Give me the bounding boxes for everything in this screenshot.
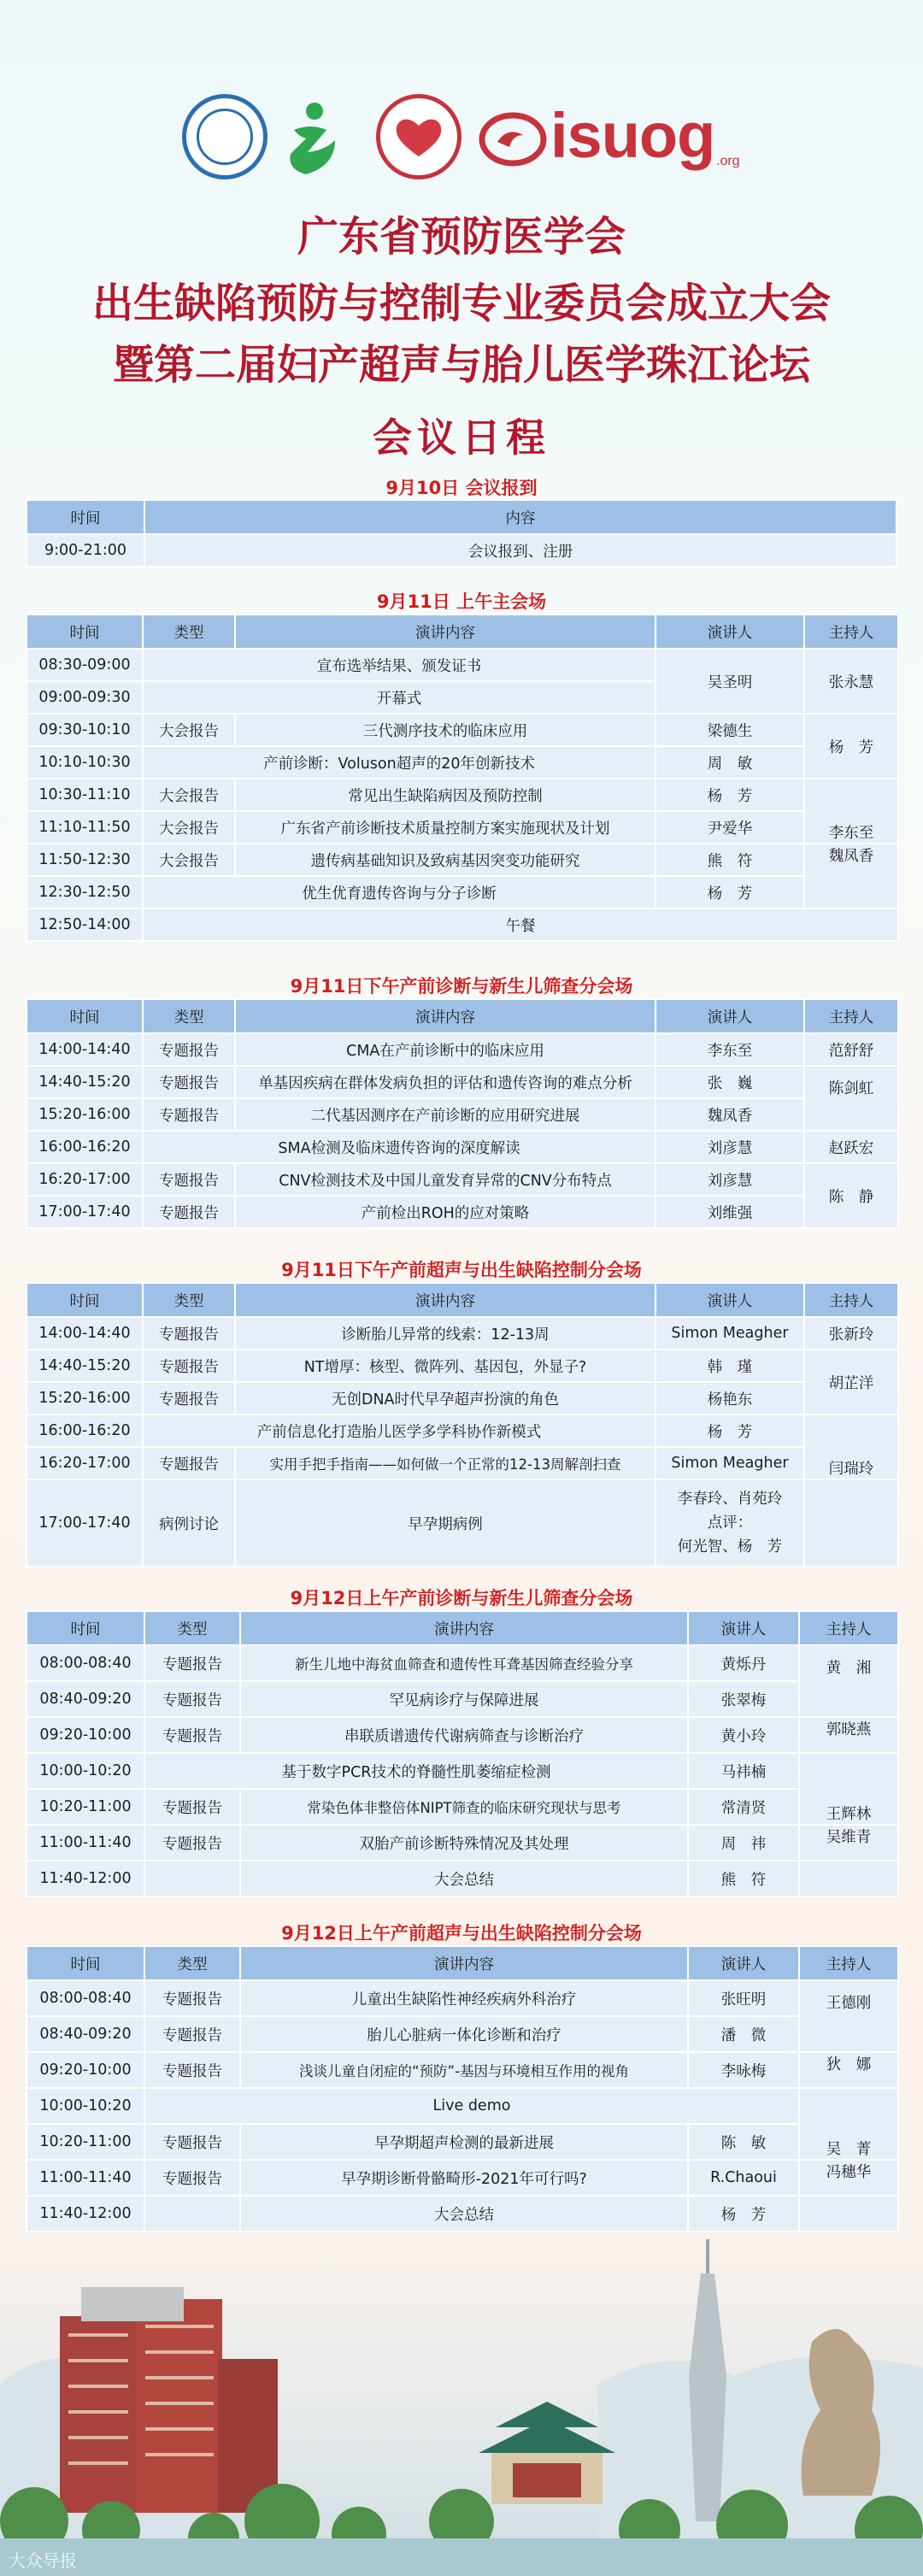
type-cell: 专题报告: [143, 1196, 235, 1228]
page-title: 会议日程: [373, 415, 550, 461]
table-header: 演讲人: [656, 615, 804, 649]
type-cell: [144, 1861, 240, 1897]
table-header: 演讲人: [656, 999, 804, 1033]
table-row: [26, 1825, 898, 1861]
type-cell: 专题报告: [143, 1066, 235, 1098]
speaker-names: 李春玲、肖苑玲: [677, 1491, 783, 1508]
host-cell: 陈剑虹: [804, 1066, 898, 1131]
schedule-table-main: [26, 614, 899, 942]
table-row: [26, 1098, 898, 1131]
speaker-cell: 黄小玲: [688, 1717, 799, 1753]
content-cell: 常染色体非整倍体NIPT筛查的临床研究现状与思考: [240, 1789, 688, 1825]
time-cell: 17:00-17:40: [26, 1479, 143, 1567]
content-cell: 单基因疾病在群体发病负担的评估和遗传咨询的难点分析: [235, 1066, 656, 1098]
content-cell: 大会总结: [240, 1861, 688, 1897]
table-header: 内容: [144, 500, 897, 534]
table-header: 主持人: [804, 1283, 898, 1317]
isuog-logo: [479, 100, 752, 179]
title-line-1: 广东省预防医学会: [297, 213, 626, 261]
speaker-cell: 刘维强: [656, 1196, 804, 1228]
time-cell: 10:00-10:20: [26, 1753, 144, 1789]
table-row: [26, 714, 898, 746]
time-cell: 12:50-14:00: [26, 909, 143, 941]
content-cell: 串联质谱遗传代谢病筛查与诊断治疗: [240, 1717, 688, 1753]
speaker-cell: 杨 芳: [688, 2196, 799, 2232]
table-row: [26, 876, 898, 909]
type-cell: 大会报告: [143, 779, 235, 811]
reviewer-names: 何光智、杨 芳: [677, 1538, 783, 1556]
table-row: [26, 1681, 898, 1717]
table-header: 类型: [143, 999, 235, 1033]
table-header: 演讲内容: [235, 615, 656, 649]
speaker-cell: 熊 符: [656, 844, 804, 876]
speaker-cell: 张旺明: [688, 1980, 799, 2016]
time-cell: 08:00-08:40: [26, 1645, 144, 1681]
host-cell: 杨 芳: [804, 714, 898, 779]
table-row: [26, 746, 898, 779]
host-cell: 胡芷洋: [804, 1350, 898, 1414]
speaker-cell: 熊 符: [688, 1861, 799, 1897]
time-cell: 11:10-11:50: [26, 811, 143, 844]
schedule-table-prenatal-am: [26, 1610, 899, 1897]
type-cell: 专题报告: [143, 1033, 235, 1066]
time-cell: 16:20-17:00: [26, 1447, 143, 1479]
time-cell: 08:30-09:00: [26, 649, 143, 681]
type-cell: 专题报告: [144, 1717, 240, 1753]
speaker-cell: 梁德生: [656, 714, 804, 746]
table-header: 时间: [26, 999, 143, 1033]
time-cell: 09:00-09:30: [26, 681, 143, 714]
table-header: 主持人: [804, 615, 898, 649]
table-header: 时间: [26, 1946, 144, 1980]
type-cell: 专题报告: [144, 1789, 240, 1825]
type-cell: [144, 2196, 240, 2232]
host-cell: 黄 湘: [799, 1645, 898, 1717]
schedule-table-prenatal-pm: [26, 998, 899, 1229]
table-row: [26, 1479, 898, 1567]
isuog-suffix: .org: [716, 154, 740, 168]
content-cell: 儿童出生缺陷性神经疾病外科治疗: [240, 1980, 688, 2016]
content-cell: Live demo: [144, 2088, 799, 2124]
table-header: 时间: [26, 615, 143, 649]
speaker-cell: 韩 瑾: [656, 1350, 804, 1382]
host-cell: [799, 1861, 898, 1897]
green-person-logo: [282, 101, 350, 179]
type-cell: 专题报告: [144, 2124, 240, 2160]
table-header: 主持人: [804, 999, 898, 1033]
table-header: 类型: [143, 1283, 235, 1317]
type-cell: 专题报告: [144, 2052, 240, 2088]
speaker-cell: 李咏梅: [688, 2052, 799, 2088]
table-header: 演讲内容: [235, 999, 656, 1033]
content-cell: 宣布选举结果、颁发证书: [143, 649, 656, 681]
content-cell: 早孕期诊断骨骼畸形-2021年可行吗?: [240, 2160, 688, 2196]
host-cell: 吴 菁: [799, 2088, 898, 2160]
type-cell: 专题报告: [143, 1317, 235, 1350]
content-cell: 双胎产前诊断特殊情况及其处理: [240, 1825, 688, 1861]
table-header: 时间: [26, 500, 144, 534]
speaker-cell: 杨 芳: [656, 779, 804, 811]
speaker-cell: Simon Meagher: [656, 1317, 804, 1350]
content-cell: 无创DNA时代早孕超声扮演的角色: [235, 1382, 656, 1414]
host-cell: 范舒舒: [804, 1033, 898, 1066]
host-cell: 闫瑞玲: [804, 1414, 898, 1479]
time-cell: 16:20-17:00: [26, 1163, 143, 1196]
host-cell: [799, 2196, 898, 2232]
table-row: [26, 811, 898, 844]
time-cell: 15:20-16:00: [26, 1098, 143, 1131]
speaker-cell: 杨 芳: [656, 1414, 804, 1447]
table-header: 时间: [26, 1611, 144, 1645]
table-row: [26, 1066, 898, 1098]
table-row: [26, 2088, 898, 2124]
host-cell: 魏凤香: [804, 844, 898, 909]
title-line-2: 出生缺陷预防与控制专业委员会成立大会: [91, 279, 831, 327]
content-cell: 广东省产前诊断技术质量控制方案实施现状及计划: [235, 811, 656, 844]
content-cell: 午餐: [143, 909, 898, 941]
content-cell: 新生儿地中海贫血筛查和遗传性耳聋基因筛查经验分享: [240, 1645, 688, 1681]
content-cell: 开幕式: [143, 681, 656, 714]
type-cell: 病例讨论: [143, 1479, 235, 1567]
content-cell: 产前诊断：Voluson超声的20年创新技术: [143, 746, 656, 779]
table-row: [26, 909, 898, 941]
time-cell: 09:20-10:00: [26, 1717, 144, 1753]
time-cell: 14:40-15:20: [26, 1066, 143, 1098]
speaker-cell: 杨 芳: [656, 876, 804, 909]
host-cell: 陈 静: [804, 1163, 898, 1228]
type-cell: 专题报告: [144, 2160, 240, 2196]
table-row: [26, 1382, 898, 1414]
time-cell: 08:40-09:20: [26, 1681, 144, 1717]
host-cell: 张新玲: [804, 1317, 898, 1350]
table-row: [26, 1196, 898, 1228]
section-title-prenatal-diagnosis-am: 9月12日上午产前诊断与新生儿筛查分会场: [290, 1588, 633, 1609]
logo-bar: [0, 94, 923, 188]
table-row: [26, 2016, 898, 2052]
type-cell: 专题报告: [143, 1382, 235, 1414]
time-cell: 11:40-12:00: [26, 2196, 144, 2232]
time-cell: 12:30-12:50: [26, 876, 143, 909]
content-cell: 大会总结: [240, 2196, 688, 2232]
content-cell: 三代测序技术的临床应用: [235, 714, 656, 746]
time-cell: 09:30-10:10: [26, 714, 143, 746]
type-cell: 大会报告: [143, 714, 235, 746]
table-row: [26, 779, 898, 811]
content-cell: 胎儿心脏病一体化诊断和治疗: [240, 2016, 688, 2052]
host-cell: 吴维青: [799, 1825, 898, 1861]
host-cell: 郭晓燕: [799, 1717, 898, 1753]
type-cell: 专题报告: [144, 2016, 240, 2052]
content-cell: 诊断胎儿异常的线索：12-13周: [235, 1317, 656, 1350]
section-title-main-hall: 9月11日 上午主会场: [376, 591, 547, 612]
time-cell: 16:00-16:20: [26, 1414, 143, 1447]
table-header: 类型: [144, 1946, 240, 1980]
host-cell: 赵跃宏: [804, 1131, 898, 1163]
speaker-cell: 刘彦慧: [656, 1131, 804, 1163]
schedule-table-ultrasound-pm: [26, 1282, 899, 1567]
speaker-cell: 尹爱华: [656, 811, 804, 844]
time-cell: 10:10-10:30: [26, 746, 143, 779]
table-header: 类型: [144, 1611, 240, 1645]
type-cell: 专题报告: [144, 1980, 240, 2016]
table-row: [26, 1414, 898, 1447]
table-row: [26, 1033, 898, 1066]
content-cell: CNV检测技术及中国儿童发育异常的CNV分布特点: [235, 1163, 656, 1196]
table-row: [26, 534, 897, 567]
section-title-prenatal-diagnosis-pm: 9月11日下午产前诊断与新生儿筛查分会场: [290, 976, 633, 997]
type-cell: 专题报告: [144, 1645, 240, 1681]
table-row: [26, 1163, 898, 1196]
table-row: [26, 1645, 898, 1681]
table-row: [26, 2196, 898, 2232]
time-cell: 14:00-14:40: [26, 1033, 143, 1066]
content-cell: 二代基因测序在产前诊断的应用研究进展: [235, 1098, 656, 1131]
content-cell: 早孕期病例: [235, 1479, 656, 1567]
speaker-cell: 周 祎: [688, 1825, 799, 1861]
review-label: 点评：: [707, 1514, 753, 1532]
time-cell: 08:40-09:20: [26, 2016, 144, 2052]
table-header: 演讲人: [656, 1283, 804, 1317]
table-header: 时间: [26, 1283, 143, 1317]
section-title-ultrasound-am: 9月12日上午产前超声与出生缺陷控制分会场: [281, 1923, 642, 1944]
content-cell: 罕见病诊疗与保障进展: [240, 1681, 688, 1717]
table-row: [26, 2160, 898, 2196]
section-title-ultrasound-pm: 9月11日下午产前超声与出生缺陷控制分会场: [281, 1260, 642, 1280]
type-cell: 专题报告: [144, 1825, 240, 1861]
content-cell: 常见出生缺陷病因及预防控制: [235, 779, 656, 811]
association-seal-logo: [182, 94, 267, 179]
time-cell: 11:40-12:00: [26, 1861, 144, 1897]
type-cell: 大会报告: [143, 811, 235, 844]
host-cell: 冯穗华: [799, 2160, 898, 2196]
time-cell: 16:00-16:20: [26, 1131, 143, 1163]
content-cell: 遗传病基础知识及致病基因突变功能研究: [235, 844, 656, 876]
host-cell: 王辉林: [799, 1753, 898, 1825]
time-cell: 11:00-11:40: [26, 1825, 144, 1861]
time-cell: 09:20-10:00: [26, 2052, 144, 2088]
host-cell: 王德刚: [799, 1980, 898, 2052]
table-header: 类型: [143, 615, 235, 649]
table-row: [26, 1317, 898, 1350]
speaker-cell: 潘 微: [688, 2016, 799, 2052]
speaker-cell: 魏凤香: [656, 1098, 804, 1131]
time-cell: 08:00-08:40: [26, 1980, 144, 2016]
table-row: [26, 1447, 898, 1479]
time-cell: 15:20-16:00: [26, 1382, 143, 1414]
table-header: 演讲人: [688, 1946, 799, 1980]
table-row: [26, 1717, 898, 1753]
table-row: [26, 2124, 898, 2160]
type-cell: 专题报告: [143, 1350, 235, 1382]
content-cell: 会议报到、注册: [144, 534, 897, 567]
table-row: [26, 1980, 898, 2016]
speaker-cell: 黄烁丹: [688, 1645, 799, 1681]
content-cell: SMA检测及临床遗传咨询的深度解读: [143, 1131, 656, 1163]
type-cell: 大会报告: [143, 844, 235, 876]
table-row: [26, 2052, 898, 2088]
speaker-cell: [656, 1479, 804, 1567]
time-cell: 10:20-11:00: [26, 1789, 144, 1825]
content-cell: 实用手把手指南——如何做一个正常的12-13周解剖扫查: [235, 1447, 656, 1479]
speaker-cell: 李东至: [656, 1033, 804, 1066]
time-cell: 11:50-12:30: [26, 844, 143, 876]
speaker-cell: 常清贤: [688, 1789, 799, 1825]
table-header: 主持人: [799, 1611, 898, 1645]
speaker-cell: 张 巍: [656, 1066, 804, 1098]
speaker-cell: 杨艳东: [656, 1382, 804, 1414]
speaker-cell: 刘彦慧: [656, 1163, 804, 1196]
speaker-cell: 陈 敏: [688, 2124, 799, 2160]
isuog-wordmark: isuog: [550, 100, 715, 171]
type-cell: 专题报告: [143, 1163, 235, 1196]
time-cell: 10:30-11:10: [26, 779, 143, 811]
table-row: [26, 1131, 898, 1163]
title-line-3: 暨第二届妇产超声与胎儿医学珠江论坛: [112, 341, 810, 389]
type-cell: 专题报告: [143, 1447, 235, 1479]
content-cell: 产前检出ROH的应对策略: [235, 1196, 656, 1228]
content-cell: 早孕期超声检测的最新进展: [240, 2124, 688, 2160]
host-cell: 狄 娜: [799, 2052, 898, 2088]
speaker-cell: Simon Meagher: [656, 1447, 804, 1479]
speaker-cell: 周 敏: [656, 746, 804, 779]
table-header: 演讲内容: [240, 1946, 688, 1980]
table-row: [26, 649, 898, 681]
type-cell: 专题报告: [143, 1098, 235, 1131]
time-cell: 10:00-10:20: [26, 2088, 144, 2124]
table-header: 演讲内容: [240, 1611, 688, 1645]
time-cell: 11:00-11:40: [26, 2160, 144, 2196]
table-header: 主持人: [799, 1946, 898, 1980]
content-cell: CMA在产前诊断中的临床应用: [235, 1033, 656, 1066]
table-row: [26, 1753, 898, 1789]
time-cell: 14:40-15:20: [26, 1350, 143, 1382]
speaker-cell: 马祎楠: [688, 1753, 799, 1789]
content-cell: NT增厚：核型、微阵列、基因包，外显子?: [235, 1350, 656, 1382]
content-cell: 基于数字PCR技术的脊髓性肌萎缩症检测: [144, 1753, 688, 1789]
speaker-cell: R.Chaoui: [688, 2160, 799, 2196]
table-row: [26, 1350, 898, 1382]
table-row: [26, 844, 898, 876]
host-cell: 张永慧: [804, 649, 898, 714]
source-watermark: 大众导报: [9, 2550, 77, 2571]
host-cell: 李东至: [804, 779, 898, 844]
city-skyline-illustration: [0, 2239, 923, 2576]
host-cell: [804, 1479, 898, 1567]
time-cell: 14:00-14:40: [26, 1317, 143, 1350]
table-header: 演讲人: [688, 1611, 799, 1645]
red-heart-seal-logo: [376, 94, 462, 179]
table-row: [26, 1861, 898, 1897]
registration-table: [26, 499, 897, 568]
type-cell: 专题报告: [144, 1681, 240, 1717]
isuog-mark-icon: [479, 109, 547, 169]
table-header: 演讲内容: [235, 1283, 656, 1317]
speaker-cell: 吴圣明: [656, 649, 804, 714]
time-cell: 17:00-17:40: [26, 1196, 143, 1228]
time-cell: 10:20-11:00: [26, 2124, 144, 2160]
time-cell: 9:00-21:00: [26, 534, 144, 567]
table-row: [26, 1789, 898, 1825]
content-cell: 产前信息化打造胎儿医学多学科协作新模式: [143, 1414, 656, 1447]
speaker-cell: 张翠梅: [688, 1681, 799, 1717]
schedule-table-ultrasound-am: [26, 1945, 899, 2232]
content-cell: 优生优育遗传咨询与分子诊断: [143, 876, 656, 909]
section-title-registration: 9月10日 会议报到: [385, 478, 538, 498]
content-cell: 浅谈儿童自闭症的“预防”-基因与环境相互作用的视角: [240, 2052, 688, 2088]
